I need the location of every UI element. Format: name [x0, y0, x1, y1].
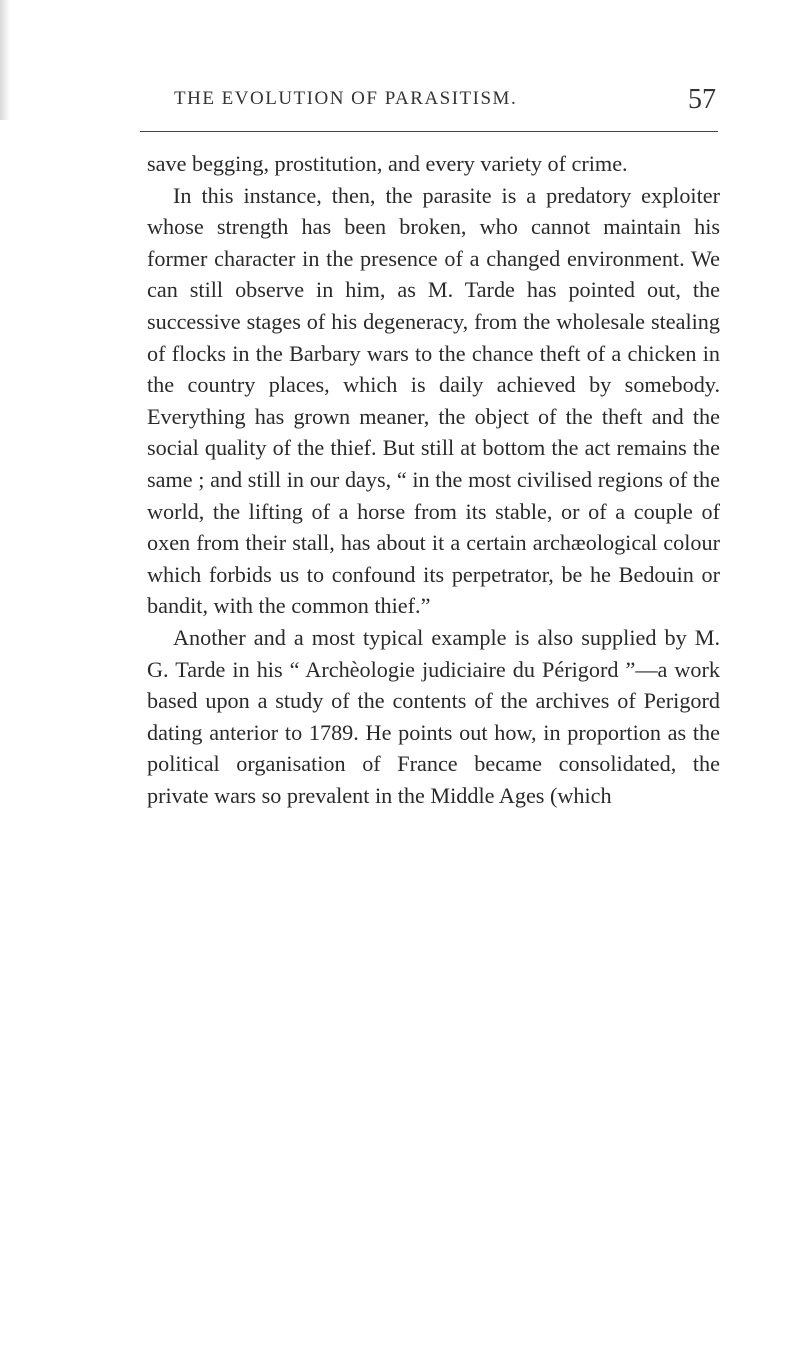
body-text: [147, 148, 720, 811]
running-title: THE EVOLUTION OF PARASITISM.: [174, 88, 518, 109]
running-head: [140, 84, 716, 124]
paragraph: Another and a most typical example is also supplied by M. G. Tarde in his “ Archèologie judiciaire du Périgord ”—a work based upon a study of the contents of the archives of Perigord dating anterior to 1789. He points out how, in proportion as the political organisation of France became consolidated, the private wars so prevalent in the Middle Ages (which: [147, 624, 720, 808]
paragraph-continuation: save begging, prostitution, and every variety of crime.: [147, 151, 628, 176]
header-rule: [140, 131, 718, 132]
page-number: 57: [688, 84, 716, 115]
paragraph: In this instance, then, the parasite is a predatory exploiter whose strength has been broken, who cannot maintain his former character in the presence of a changed environment. We can still observe in him, as M. Tarde has pointed out, the successive stages of his degeneracy, from the wholesale stealing of flocks in the Barbary wars to the chance theft of a chicken in the country places, which is daily achieved by somebody. Everything has grown meaner, the object of the theft and the social quality of the thief. But still at bottom the act remains the same ; and still in our days, “ in the most civilised regions of the world, the lifting of a horse from its stable, or of a couple of oxen from their stall, has about it a certain archæological colour which forbids us to confound its perpetrator, be he Bedouin or bandit, with the common thief.”: [147, 182, 720, 619]
binding-shadow: [0, 0, 10, 120]
